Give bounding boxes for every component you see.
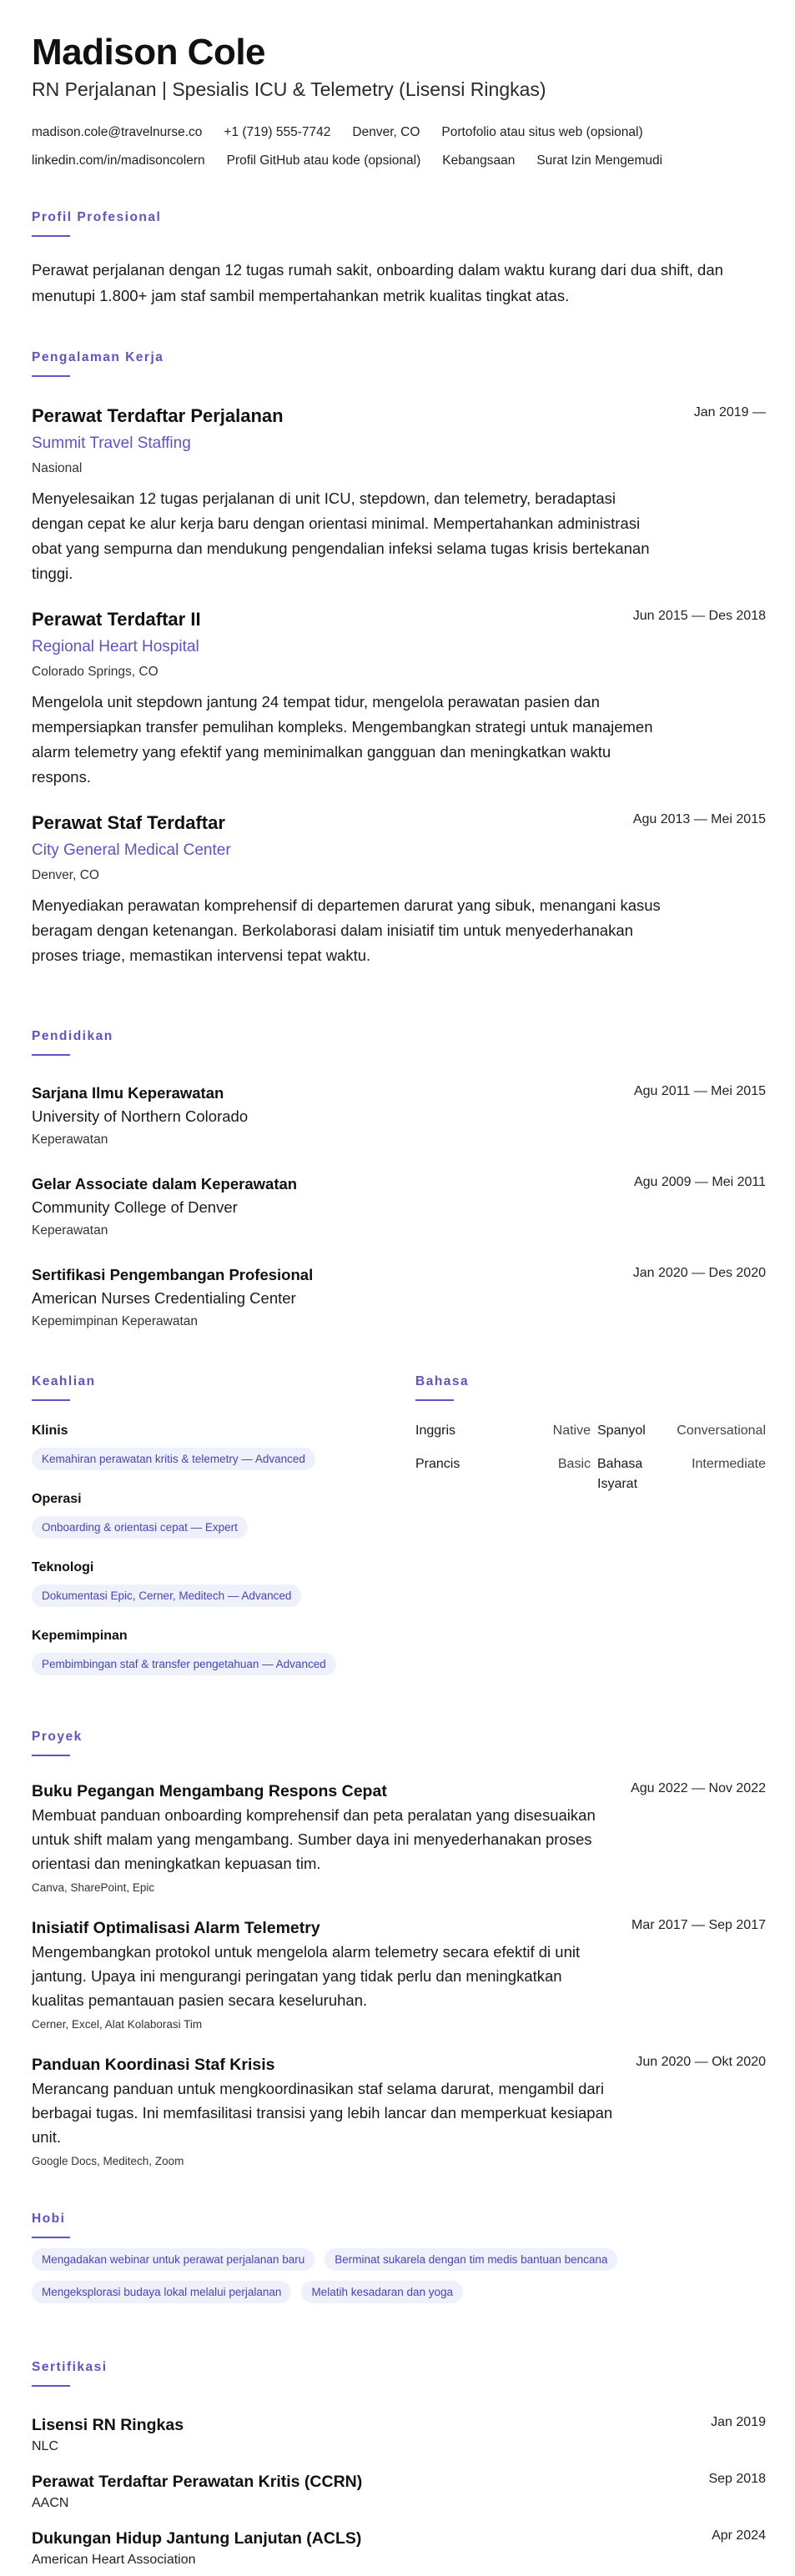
contact-github[interactable]: Profil GitHub atau kode (opsional) [226, 153, 421, 168]
hobby-tag: Berminat sukarela dengan tim medis bantuan bencana [325, 2248, 617, 2271]
education-item [32, 1264, 766, 1333]
experience-location: Denver, CO [32, 868, 99, 882]
education-field: Kepemimpinan Keperawatan [32, 1314, 199, 1328]
section-title-text: Hobi [32, 2212, 66, 2226]
skill-group [32, 1626, 399, 1675]
certification-item [32, 2413, 766, 2457]
contact-location: Denver, CO [352, 125, 420, 139]
experience-location: Colorado Springs, CO [32, 665, 158, 679]
education-date: Agu 2011 — Mei 2015 [633, 1084, 766, 1098]
section-title-text: Pendidikan [32, 1029, 113, 1043]
education-date: Jan 2020 — Des 2020 [632, 1266, 766, 1280]
project-item [32, 2053, 766, 2171]
skill-tag: Dokumentasi Epic, Cerner, Meditech — Advanced [32, 1584, 301, 1607]
language-name: Spanyol [597, 1424, 646, 1438]
certification-date: Sep 2018 [708, 2472, 766, 2486]
certification-title: Lisensi RN Ringkas [32, 2416, 184, 2434]
skill-group [32, 1421, 399, 1470]
section-rule [32, 2385, 70, 2387]
section-rule [32, 1054, 70, 1056]
language-level: Native [552, 1424, 591, 1438]
contact-linkedin[interactable]: linkedin.com/in/madisoncolern [32, 153, 205, 168]
project-tools: Canva, SharePoint, Epic [32, 1881, 155, 1894]
language-name: Prancis [415, 1457, 460, 1471]
education-school: University of Northern Colorado [32, 1107, 249, 1125]
contact-driving-license: Surat Izin Mengemudi [536, 153, 663, 168]
section-title-text: Proyek [32, 1730, 83, 1744]
experience-date: Jan 2019 — [693, 405, 766, 419]
skill-category: Klinis [32, 1424, 68, 1438]
language-level: Basic [557, 1457, 591, 1471]
language-name-line: Isyarat [597, 1477, 638, 1491]
project-date: Jun 2020 — Okt 2020 [636, 2055, 766, 2069]
skill-group [32, 1489, 399, 1539]
experience-company: Regional Heart Hospital [32, 638, 199, 655]
contact-list [32, 118, 766, 175]
section-rule [32, 1399, 70, 1401]
education-school: American Nurses Credentialing Center [32, 1289, 296, 1307]
section-rule [415, 1399, 454, 1401]
summary-text: Perawat perjalanan dengan 12 tugas rumah sakit, onboarding dalam waktu kurang dari dua shift, dan menutupi 1.800+ jam staf sambil mempertahankan metrik kualitas tingkat atas. [32, 261, 723, 304]
candidate-name: Madison Cole [32, 32, 266, 73]
section-title-text: Keahlian [32, 1374, 96, 1388]
language-name: Inggris [415, 1424, 456, 1438]
language-level: Conversational [677, 1424, 766, 1438]
project-title: Buku Pegangan Mengambang Respons Cepat [32, 1782, 387, 1800]
project-item [32, 1916, 766, 2034]
education-degree: Sarjana Ilmu Keperawatan [32, 1084, 224, 1102]
certification-item [32, 2470, 766, 2513]
experience-description: Mengelola unit stepdown jantung 24 tempat tidur, mengelola perawatan pasien dan mempersiapkan transfer pemulihan kompleks. Mengembangkan strategi untuk manajemen alarm telemetry yang efektif yang meminimalkan gangguan dan meningkatkan waktu respons. [32, 693, 653, 786]
experience-title: Perawat Terdaftar II [32, 609, 201, 630]
experience-item [32, 607, 766, 790]
education-item [32, 1173, 766, 1242]
section-title-text: Profil Profesional [32, 210, 162, 224]
certification-date: Apr 2024 [712, 2528, 766, 2543]
education-degree: Sertifikasi Pengembangan Profesional [32, 1266, 314, 1283]
experience-title: Perawat Staf Terdaftar [32, 812, 225, 833]
section-title-skills [32, 1374, 96, 1389]
hobby-tag: Melatih kesadaran dan yoga [301, 2281, 463, 2303]
project-title: Panduan Koordinasi Staf Krisis [32, 2056, 275, 2074]
skill-category: Kepemimpinan [32, 1629, 128, 1643]
experience-description: Menyelesaikan 12 tugas perjalanan di unit ICU, stepdown, dan telemetry, beradaptasi dengan cepat ke alur kerja baru dengan orientasi minimal. Mempertahankan administrasi obat yang sempurna dan mendukung pengendalian infeksi selama tugas krisis bertekanan tinggi. [32, 490, 650, 582]
language-name [597, 1454, 642, 1494]
section-title-text: Pengalaman Kerja [32, 350, 164, 364]
experience-company: Summit Travel Staffing [32, 434, 191, 452]
project-description: Mengembangkan protokol untuk mengelola alarm telemetry secara efektif di unit jantung. Upaya ini mengurangi peringatan yang tidak perlu dan meningkatkan kualitas pemantauan pasien secara keseluruhan. [32, 1943, 581, 2009]
language-name-line: Bahasa [597, 1457, 643, 1471]
skill-group [32, 1558, 399, 1607]
experience-location: Nasional [32, 461, 83, 475]
education-degree: Gelar Associate dalam Keperawatan [32, 1175, 298, 1193]
education-field: Keperawatan [32, 1223, 108, 1238]
skill-tag: Kemahiran perawatan kritis & telemetry — Advanced [32, 1448, 315, 1470]
language-level: Intermediate [692, 1457, 766, 1471]
section-title-languages [415, 1374, 469, 1389]
hobby-tag: Mengadakan webinar untuk perawat perjalanan baru [32, 2248, 314, 2271]
project-date: Mar 2017 — Sep 2017 [631, 1918, 766, 1932]
education-date: Agu 2009 — Mei 2011 [633, 1175, 766, 1189]
certification-issuer: American Heart Association [32, 2553, 196, 2567]
education-field: Keperawatan [32, 1132, 108, 1147]
section-rule [32, 235, 70, 237]
hobby-list [32, 2238, 766, 2303]
section-title-text: Sertifikasi [32, 2360, 108, 2374]
skill-category: Teknologi [32, 1560, 94, 1574]
skill-category: Operasi [32, 1492, 82, 1506]
project-tools: Cerner, Excel, Alat Kolaborasi Tim [32, 2018, 203, 2031]
contact-portfolio[interactable]: Portofolio atau situs web (opsional) [441, 125, 643, 139]
section-title-education [32, 1029, 113, 1044]
section-title-hobbies [32, 2212, 65, 2227]
project-description: Merancang panduan untuk mengkoordinasikan staf selama darurat, mengambil dari berbagai tugas. Ini memfasilitasi transisi yang lebih lancar dan memperkuat kesiapan unit. [32, 2080, 613, 2146]
section-title-projects [32, 1730, 83, 1745]
project-title: Inisiatif Optimalisasi Alarm Telemetry [32, 1919, 320, 1937]
experience-item [32, 404, 766, 586]
project-description: Membuat panduan onboarding komprehensif dan peta peralatan yang disesuaikan untuk shift malam yang mengambang. Sumber daya ini menyederhanakan proses orientasi dan meningkatkan kepuasan tim. [32, 1806, 596, 1872]
certification-issuer: AACN [32, 2496, 69, 2510]
certification-title: Dukungan Hidup Jantung Lanjutan (ACLS) [32, 2529, 362, 2548]
experience-date: Jun 2015 — Des 2018 [632, 609, 766, 623]
skill-tag: Pembimbingan staf & transfer pengetahuan — Advanced [32, 1653, 336, 1675]
section-rule [32, 375, 70, 377]
experience-item [32, 811, 766, 968]
experience-title: Perawat Terdaftar Perjalanan [32, 405, 284, 426]
certification-item [32, 2527, 766, 2570]
certification-issuer: NLC [32, 2439, 59, 2453]
experience-company: City General Medical Center [32, 841, 231, 859]
section-title-experience [32, 350, 164, 365]
section-title-certifications [32, 2360, 108, 2375]
section-rule [32, 1755, 70, 1756]
certification-title: Perawat Terdaftar Perawatan Kritis (CCRN) [32, 2473, 363, 2491]
candidate-headline: RN Perjalanan | Spesialis ICU & Telemetry (Lisensi Ringkas) [32, 78, 546, 100]
contact-nationality: Kebangsaan [442, 153, 516, 168]
certification-date: Jan 2019 [711, 2415, 766, 2429]
skill-tag: Onboarding & orientasi cepat — Expert [32, 1516, 248, 1539]
education-item [32, 1082, 766, 1151]
project-date: Agu 2022 — Nov 2022 [631, 1781, 766, 1795]
section-title-summary [32, 210, 161, 225]
contact-email[interactable]: madison.cole@travelnurse.co [32, 125, 203, 139]
project-item [32, 1780, 766, 1897]
project-tools: Google Docs, Meditech, Zoom [32, 2155, 184, 2167]
hobby-tag: Mengeksplorasi budaya lokal melalui perjalanan [32, 2281, 291, 2303]
contact-phone[interactable]: +1 (719) 555-7742 [224, 125, 331, 139]
section-title-text: Bahasa [415, 1374, 470, 1388]
experience-description: Menyediakan perawatan komprehensif di departemen darurat yang sibuk, menangani kasus beragam dengan ketenangan. Berkolaborasi dalam inisiatif tim untuk menyederhanakan proses triage, memastikan intervensi tepat waktu. [32, 896, 661, 964]
experience-date: Agu 2013 — Mei 2015 [632, 812, 766, 826]
education-school: Community College of Denver [32, 1198, 238, 1216]
